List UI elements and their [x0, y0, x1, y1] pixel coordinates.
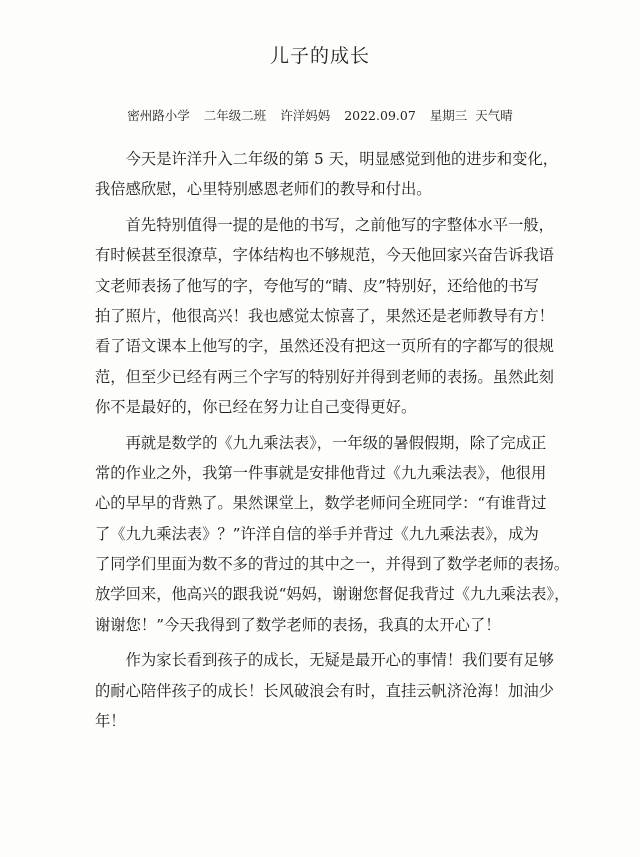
meta-date: 2022.09.07 — [344, 108, 416, 123]
text-line: 的耐心陪伴孩子的成长！长风破浪会有时，直挂云帆济沧海！加油少 — [95, 681, 554, 700]
document-body — [95, 144, 570, 736]
document-title: 儿子的成长 — [269, 45, 370, 67]
text-line: 作为家长看到孩子的成长，无疑是最开心的事情！我们要有足够 — [95, 651, 554, 670]
paragraph — [95, 210, 565, 423]
paragraph — [95, 645, 565, 736]
text-line: 今天是许洋升入二年级的第 5 天，明显感觉到他的进步和变化， — [95, 150, 559, 168]
text-line: 范，但至少已经有两三个字写的特别好并得到老师的表扬。虽然此刻 — [95, 367, 554, 386]
text-line: 了同学们里面为数不多的背过的其中之一，并得到了数学老师的表扬。 — [95, 555, 570, 574]
text-line: 拍了照片，他很高兴！我也感觉太惊喜了，果然还是老师教导有方！ — [95, 306, 554, 325]
text-line: 心的早早的背熟了。果然课堂上，数学老师问全班同学：“有谁背过 — [95, 494, 547, 513]
text-line: 看了语文课本上他写的字，虽然还没有把这一页所有的字都写的很规 — [95, 337, 554, 356]
text-line: 常的作业之外，我第一件事就是安排他背过《九九乘法表》，他很用 — [95, 463, 547, 482]
meta-class: 二年级二班 — [203, 108, 267, 123]
text-line: 了《九九乘法表》？”许洋自信的举手并背过《九九乘法表》，成为 — [95, 524, 539, 543]
text-line: 放学回来，他高兴的跟我说“妈妈，谢谢您督促我背过《九九乘法表》， — [95, 585, 570, 604]
text-line: 我倍感欣慰，心里特别感恩老师们的教导和付出。 — [95, 180, 432, 199]
text-line: 再就是数学的《九九乘法表》，一年级的暑假假期，除了完成正 — [95, 433, 547, 452]
text-line: 有时候甚至很潦草，字体结构也不够规范，今天他回家兴奋告诉我语 — [95, 246, 554, 265]
meta-weekday: 星期三 — [429, 108, 468, 123]
document-meta — [0, 106, 640, 124]
meta-school: 密州路小学 — [127, 108, 190, 123]
text-line: 年！ — [95, 712, 126, 731]
text-line: 首先特别值得一提的是他的书写，之前他写的字整体水平一般， — [95, 215, 554, 234]
text-line: 谢谢您！”今天我得到了数学老师的表扬，我真的太开心了！ — [95, 615, 501, 634]
meta-weather: 天气晴 — [475, 108, 513, 123]
paragraph — [95, 428, 570, 641]
text-line: 你不是最好的，你已经在努力让自己变得更好。 — [95, 398, 417, 417]
meta-author: 许洋妈妈 — [280, 108, 331, 123]
paragraph — [95, 144, 565, 205]
text-line: 文老师表扬了他写的字，夸他写的“睛、皮”特别好，还给他的书写 — [95, 276, 539, 295]
